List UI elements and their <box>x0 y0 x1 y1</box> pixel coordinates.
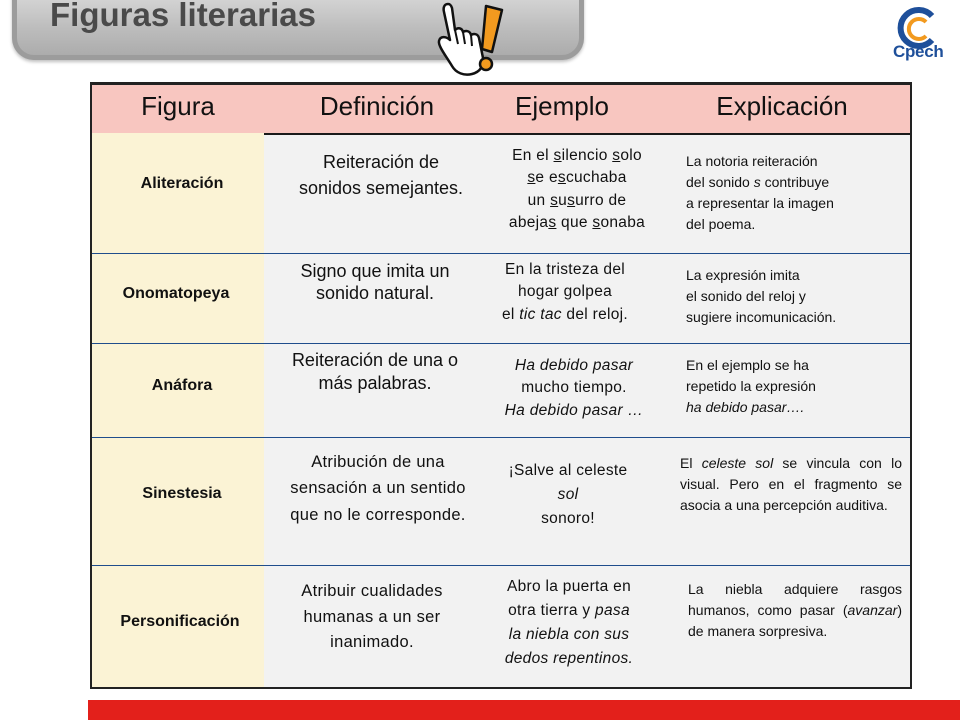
example-line: dedos repentinos. <box>504 650 634 668</box>
example-line: sol <box>557 486 579 504</box>
definition-cell: Reiteración de una o más palabras. <box>291 350 459 393</box>
example-line: un susurro de <box>527 191 627 209</box>
figure-label: Aliteración <box>140 175 224 192</box>
example-line: mucho tiempo. <box>521 379 627 397</box>
example-line: Ha debido pasar <box>514 357 634 374</box>
figure-label: Sinestesia <box>142 485 222 502</box>
row-divider <box>92 253 910 254</box>
example-cell <box>472 259 658 326</box>
header-explicacion: Explicación <box>716 91 848 121</box>
example-cell <box>476 459 660 531</box>
figure-label: Onomatopeya <box>122 285 230 302</box>
example-line: abejas que sonaba <box>508 214 646 232</box>
example-line: la niebla con sus <box>508 626 630 644</box>
definition-cell: Atribuir cualidades humanas a un ser inanimado. <box>301 582 443 652</box>
definition-cell: Signo que imita un sonido natural. <box>300 261 450 303</box>
example-line: el tic tac del reloj. <box>501 305 629 323</box>
explanation-line: a representar la imagen <box>686 195 834 211</box>
header-figura: Figura <box>141 91 215 121</box>
example-line: se escuchaba <box>527 169 627 187</box>
definition-cell: Atribución de una sensación a un sentido que no le corresponde. <box>290 453 466 524</box>
row-divider <box>92 565 910 566</box>
explanation-line: La notoria reiteración <box>686 153 818 169</box>
example-line: En el silencio solo <box>512 147 642 164</box>
slide-title: Figuras literarias <box>50 0 316 33</box>
example-line: hogar golpea <box>517 283 613 301</box>
explanation-line: ha debido pasar…. <box>686 399 805 415</box>
pointing-hand-exclamation-icon <box>434 0 506 82</box>
header-definicion: Definición <box>319 91 435 121</box>
example-line: En la tristeza del <box>505 261 625 278</box>
explanation-line: del poema. <box>686 216 756 232</box>
explanation-line: La expresión imita <box>686 267 800 283</box>
figure-label: Anáfora <box>151 377 213 394</box>
row-divider <box>92 437 910 438</box>
bottom-accent-bar <box>88 700 960 720</box>
explanation-line: del sonido s contribuye <box>686 174 830 190</box>
table-header <box>92 85 910 135</box>
explanation-line: En el ejemplo se ha <box>686 357 809 373</box>
example-line: otra tierra y pasa <box>508 602 630 620</box>
example-line: ¡Salve al celeste <box>508 462 628 479</box>
explanation-cell <box>686 265 900 328</box>
explanation-line: repetido la expresión <box>686 378 816 394</box>
explanation-cell: El celeste sol se vincula con lo visual. Pero en el fragmento se asocia a una percepción auditiva. <box>680 455 902 513</box>
logo-text: Cpech <box>893 42 944 61</box>
example-cell <box>476 575 662 671</box>
explanation-cell <box>686 355 896 418</box>
example-line: Ha debido pasar … <box>504 401 644 419</box>
example-line: Abro la puerta en <box>506 578 631 595</box>
explanation-line: el sonido del reloj y <box>686 288 806 304</box>
figure-label: Personificación <box>120 613 240 630</box>
header-ejemplo: Ejemplo <box>515 91 609 121</box>
explanation-cell: La niebla adquiere rasgos humanos, como pasar (avanzar) de manera sorpresiva. <box>688 581 902 639</box>
example-cell <box>482 355 666 422</box>
row-divider <box>92 343 910 344</box>
figure-label-column <box>92 133 264 687</box>
example-line: sonoro! <box>541 510 595 528</box>
example-cell <box>484 145 670 235</box>
explanation-line: sugiere incomunicación. <box>686 309 837 325</box>
definition-cell: Reiteración de sonidos semejantes. <box>298 152 464 199</box>
figures-table <box>90 82 912 689</box>
explanation-cell <box>686 151 896 235</box>
